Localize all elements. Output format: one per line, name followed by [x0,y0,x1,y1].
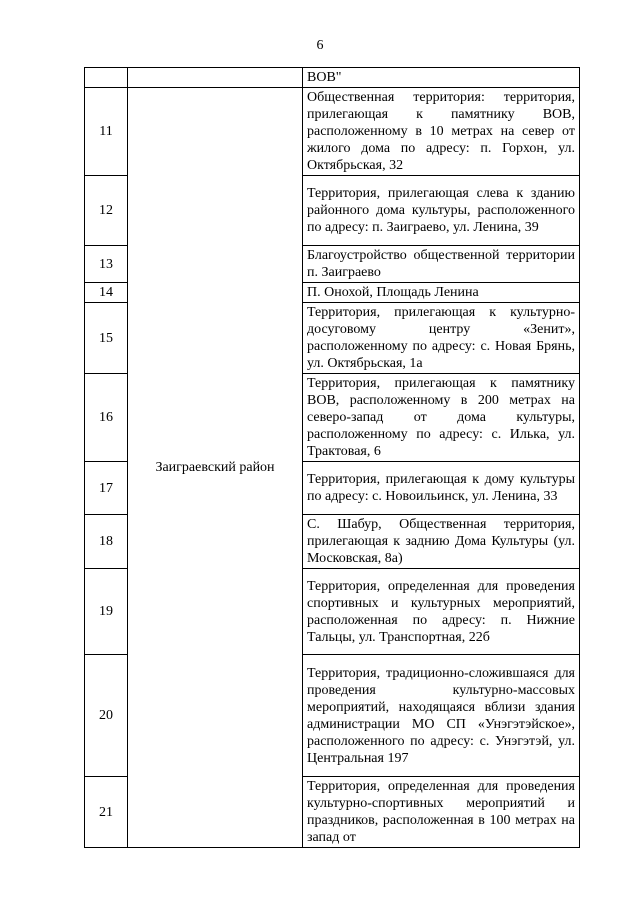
territory-description: Общественная территория: территория, прилегающая к памятнику ВОВ, расположенному в 10 метрах на север от жилого дома по адресу: п. Горхон, ул. Октябрьская, 32 [303,88,580,176]
territory-table [84,67,580,848]
row-number: 15 [85,303,128,374]
territory-description: ВОВ" [303,68,580,88]
territory-description: Территория, определенная для проведения культурно-спортивных мероприятий и праздников, расположенная в 100 метрах на запад от [303,777,580,848]
district-cell-empty [128,68,303,88]
territory-description: С. Шабур, Общественная территория, прилегающая к заднию Дома Культуры (ул. Московская, 8а) [303,515,580,569]
page-number: 6 [316,38,324,53]
row-number [85,68,128,88]
row-number: 21 [85,777,128,848]
row-number: 13 [85,246,128,283]
territory-description: Территория, прилегающая к дому культуры по адресу: с. Новоильинск, ул. Ленина, 33 [303,462,580,515]
territory-description: Территория, традиционно-сложившаяся для проведения культурно-массовых мероприятий, находящаяся вблизи здания администрации МО СП «Унэгэтэйское», расположенного по адресу: с. Унэгэтэй, ул. Центральная 197 [303,655,580,777]
row-number: 14 [85,283,128,303]
territory-description: П. Онохой, Площадь Ленина [303,283,580,303]
district-name: Заиграевский район [128,88,303,848]
territory-description: Территория, прилегающая к культурно-досуговому центру «Зенит», расположенному по адресу: с. Новая Брянь, ул. Октябрьская, 1а [303,303,580,374]
territory-description: Территория, прилегающая к памятнику ВОВ, расположенному в 200 метрах на северо-запад от дома культуры, расположенному по адресу: с. Илька, ул. Трактовая, 6 [303,374,580,462]
table-row [85,88,580,176]
territory-description: Территория, прилегающая слева к зданию районного дома культуры, расположенного по адресу: п. Заиграево, ул. Ленина, 39 [303,176,580,246]
table-row [85,68,580,88]
row-number: 19 [85,569,128,655]
territory-description: Благоустройство общественной территории п. Заиграево [303,246,580,283]
row-number: 11 [85,88,128,176]
row-number: 17 [85,462,128,515]
territory-description: Территория, определенная для проведения спортивных и культурных мероприятий, расположенная по адресу: п. Нижние Тальцы, ул. Транспортная, 22б [303,569,580,655]
row-number: 16 [85,374,128,462]
row-number: 18 [85,515,128,569]
row-number: 12 [85,176,128,246]
row-number: 20 [85,655,128,777]
